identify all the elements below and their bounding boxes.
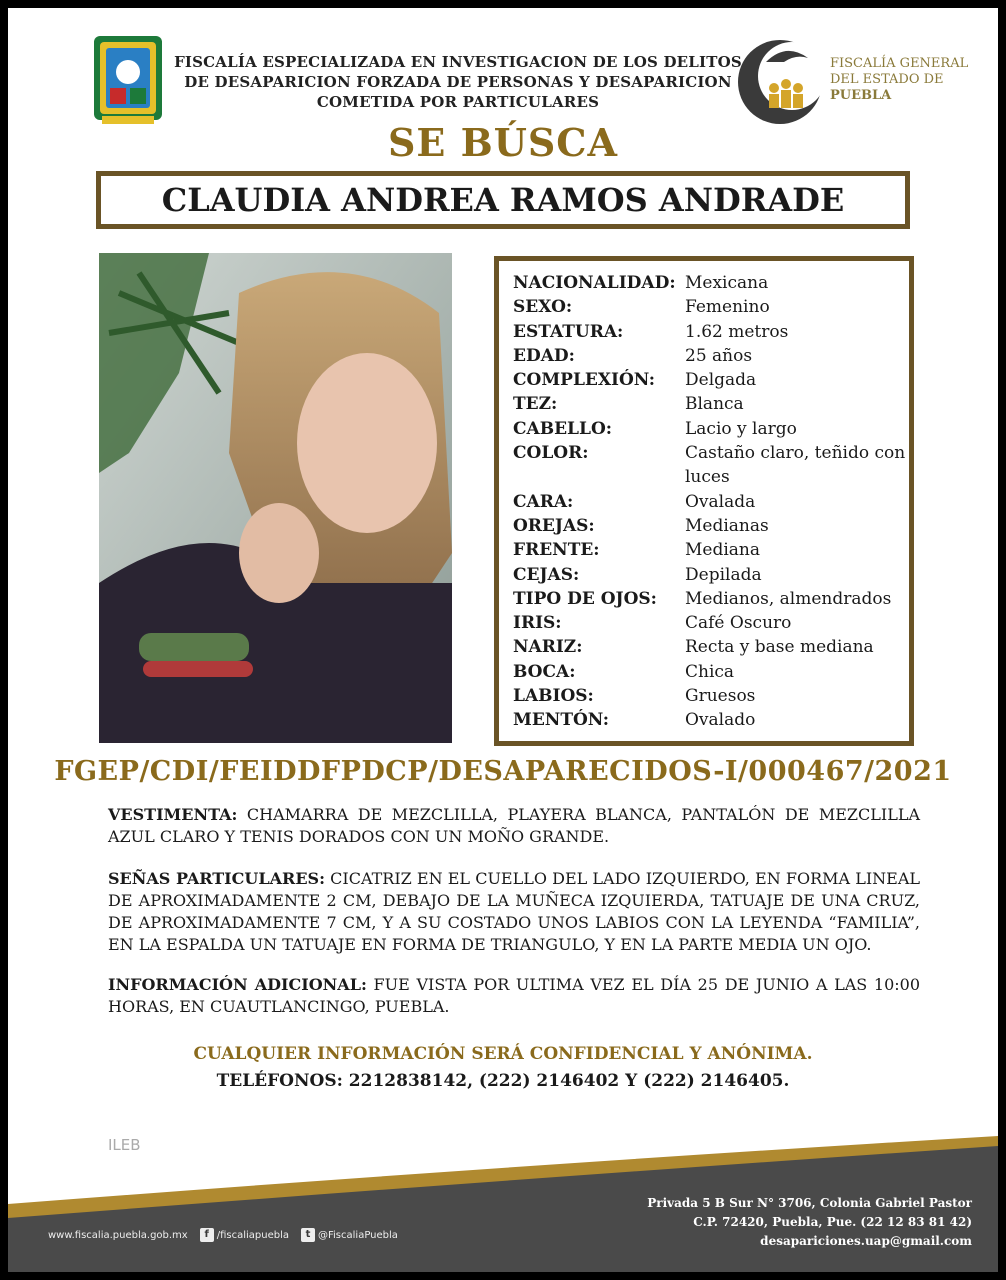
detail-label: SEXO: bbox=[513, 297, 573, 318]
phone-numbers: TELÉFONOS: 2212838142, (222) 2146402 Y (222) 2146405. bbox=[216, 1071, 790, 1091]
detail-value: Mexicana bbox=[685, 273, 769, 293]
detail-row bbox=[513, 635, 910, 659]
detail-row bbox=[513, 587, 910, 611]
detail-label: NACIONALIDAD: bbox=[513, 273, 676, 293]
detail-label: NARIZ: bbox=[513, 637, 583, 658]
footer-links bbox=[48, 1228, 398, 1242]
detail-value: Ovalado bbox=[685, 710, 756, 731]
fiscalia-logo-text: FISCALÍA GENERAL DEL ESTADO DE PUEBLA bbox=[830, 56, 969, 103]
footer-address: Privada 5 B Sur N° 3706, Colonia Gabriel Pastor C.P. 72420, Puebla, Pue. (22 12 83 81 42) desapariciones.uap@gmail.com bbox=[647, 1196, 972, 1248]
missing-person-poster bbox=[8, 8, 998, 1272]
detail-row bbox=[513, 538, 910, 562]
detail-value: Femenino bbox=[685, 297, 770, 318]
detail-label: CARA: bbox=[513, 491, 574, 512]
detail-label: TIPO DE OJOS: bbox=[513, 588, 657, 609]
details-table bbox=[513, 271, 910, 733]
detail-row bbox=[513, 417, 910, 441]
detail-value: Café Oscuro bbox=[685, 613, 792, 634]
detail-row bbox=[513, 295, 910, 319]
detail-row bbox=[513, 563, 910, 587]
detail-value: Ovalada bbox=[685, 491, 756, 512]
detail-row bbox=[513, 611, 910, 635]
detail-row bbox=[513, 392, 910, 416]
detail-label: COMPLEXIÓN: bbox=[513, 370, 656, 391]
detail-row bbox=[513, 514, 910, 538]
case-number: FGEP/CDI/FEIDDFPDCP/DESAPARECIDOS-I/000467/2021 bbox=[54, 756, 952, 787]
detail-value: 1.62 metros bbox=[685, 321, 789, 342]
detail-row bbox=[513, 271, 910, 295]
details-panel bbox=[494, 256, 914, 746]
detail-row bbox=[513, 320, 910, 344]
header-title: FISCALÍA ESPECIALIZADA EN INVESTIGACION DE LOS DELITOS DE DESAPARICION FORZADA DE PERSONAS Y DESAPARICION COMETIDA POR PARTICULARES bbox=[174, 53, 742, 111]
detail-value: Gruesos bbox=[685, 686, 756, 707]
detail-label: CEJAS: bbox=[513, 564, 580, 585]
detail-row bbox=[513, 708, 910, 732]
twitter-link[interactable]: @FiscaliaPuebla bbox=[318, 1229, 398, 1241]
detail-value: Blanca bbox=[685, 394, 744, 415]
facebook-link[interactable]: /fiscaliapuebla bbox=[216, 1229, 289, 1241]
detail-value: Medianos, almendrados bbox=[685, 588, 892, 609]
marks-paragraph: SEÑAS PARTICULARES: CICATRIZ EN EL CUELLO DEL LADO IZQUIERDO, EN FORMA LINEAL DE APROXIMADAMENTE 2 CM, DEBAJO DE LA MUÑECA IZQUIERDA, TATUAJE DE UNA CRUZ, DE APROXIMADAMENTE 7 CM, Y A SU COSTADO UNOS LABIOS CON LA LEYENDA “FAMILIA”, EN LA ESPALDA UN TATUAJE EN FORMA DE TRIANGULO, Y EN LA PARTE MEDIA UN OJO. bbox=[108, 869, 921, 954]
detail-label: FRENTE: bbox=[513, 540, 600, 561]
detail-label: IRIS: bbox=[513, 613, 562, 634]
detail-label: COLOR: bbox=[513, 443, 589, 464]
detail-value: Recta y base mediana bbox=[685, 637, 874, 658]
clothing-paragraph: VESTIMENTA: CHAMARRA DE MEZCLILLA, PLAYERA BLANCA, PANTALÓN DE MEZCLILLA AZUL CLARO Y TENIS DORADOS CON UN MOÑO GRANDE. bbox=[108, 805, 920, 846]
watermark-text: ILEB bbox=[108, 1136, 141, 1154]
person-name: CLAUDIA ANDREA RAMOS ANDRADE bbox=[96, 171, 910, 229]
detail-value: Mediana bbox=[685, 540, 761, 561]
detail-value: Delgada bbox=[685, 370, 757, 391]
additional-info-paragraph: INFORMACIÓN ADICIONAL: FUE VISTA POR ULTIMA VEZ EL DÍA 25 DE JUNIO A LAS 10:00 HORAS, EN CUAUTLANCINGO, PUEBLA. bbox=[108, 975, 920, 1016]
detail-row bbox=[513, 684, 910, 708]
detail-label: CABELLO: bbox=[513, 418, 613, 439]
confidential-note: CUALQUIER INFORMACIÓN SERÁ CONFIDENCIAL Y ANÓNIMA. bbox=[193, 1044, 813, 1064]
detail-row bbox=[513, 368, 910, 392]
twitter-icon: t bbox=[301, 1228, 315, 1242]
facebook-icon: f bbox=[200, 1228, 214, 1242]
detail-value: Medianas bbox=[685, 515, 769, 536]
detail-label: OREJAS: bbox=[513, 515, 595, 536]
detail-label: MENTÓN: bbox=[513, 710, 609, 731]
detail-label: EDAD: bbox=[513, 345, 575, 366]
detail-value: Depilada bbox=[685, 564, 762, 585]
detail-value: Castaño claro, teñido con luces bbox=[685, 443, 906, 488]
detail-row bbox=[513, 344, 910, 368]
detail-row bbox=[513, 660, 910, 684]
detail-row bbox=[513, 490, 910, 514]
state-seal-icon bbox=[92, 32, 164, 128]
website-link[interactable]: www.fiscalia.puebla.gob.mx bbox=[48, 1229, 188, 1241]
detail-row bbox=[513, 441, 910, 490]
detail-value: Chica bbox=[685, 661, 735, 682]
detail-label: TEZ: bbox=[513, 394, 558, 415]
detail-label: LABIOS: bbox=[513, 686, 594, 707]
poster-heading: SE BÚSCA bbox=[387, 120, 619, 165]
detail-label: BOCA: bbox=[513, 661, 576, 682]
person-photo bbox=[99, 253, 452, 743]
detail-value: Lacio y largo bbox=[685, 418, 797, 439]
detail-label: ESTATURA: bbox=[513, 321, 624, 342]
detail-value: 25 años bbox=[685, 345, 753, 366]
